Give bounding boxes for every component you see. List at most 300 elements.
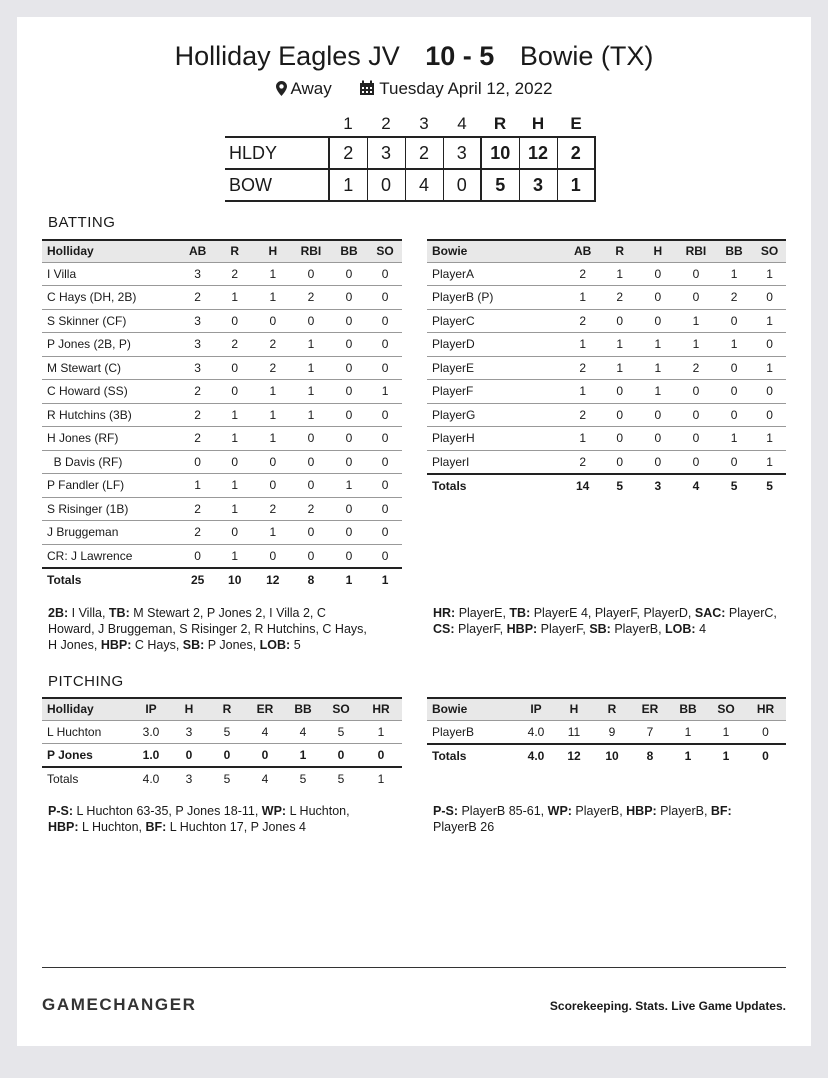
stat-cell: 0 <box>715 450 753 474</box>
stat-column-header: H <box>254 240 292 262</box>
stat-cell: 1 <box>330 474 368 498</box>
inning-header: 2 <box>381 113 391 133</box>
player-row <box>42 497 402 521</box>
stat-cell: 1 <box>677 333 715 357</box>
stat-column-header: R <box>208 698 246 720</box>
stat-cell: 0 <box>368 474 402 498</box>
player-row <box>427 427 786 451</box>
stat-cell: 3.0 <box>132 720 170 744</box>
player-name: PlayerE <box>427 356 565 380</box>
stat-cell: 2 <box>565 356 601 380</box>
note-key: LOB: <box>259 638 291 652</box>
stat-cell: 1 <box>216 286 254 310</box>
stat-cell: 0 <box>753 286 786 310</box>
total-hits: 3 <box>519 169 557 201</box>
stat-cell: 0 <box>368 544 402 568</box>
stat-column-header: ER <box>631 698 669 720</box>
total-errors: 2 <box>557 137 595 169</box>
holliday-pitching-table <box>42 697 402 791</box>
stat-cell: 0 <box>180 544 216 568</box>
stat-cell: 1 <box>601 262 639 286</box>
stat-column-header: BB <box>715 240 753 262</box>
note-key: LOB: <box>665 622 696 636</box>
stat-cell: 0 <box>745 720 786 744</box>
home-team-name: Holliday Eagles JV <box>174 41 400 71</box>
stat-cell: 0 <box>330 262 368 286</box>
player-name: PlayerB <box>427 720 517 744</box>
total-cell: 1 <box>707 744 745 768</box>
total-cell: 1 <box>669 744 707 768</box>
player-name: PlayerG <box>427 403 565 427</box>
stat-cell: 2 <box>292 286 330 310</box>
note-value: PlayerB, <box>610 622 666 636</box>
stat-cell: 0 <box>715 309 753 333</box>
stat-cell: 0 <box>330 427 368 451</box>
stat-column-header: SO <box>322 698 360 720</box>
player-row <box>427 403 786 427</box>
note-value: L Huchton 17, P Jones 4 <box>166 820 307 834</box>
stat-cell: 1 <box>753 262 786 286</box>
holliday-batting-table <box>42 239 402 591</box>
stat-cell: 0 <box>246 744 284 768</box>
stat-cell: 4.0 <box>517 720 555 744</box>
stat-cell: 0 <box>677 262 715 286</box>
player-row <box>42 450 402 474</box>
stat-cell: 2 <box>292 497 330 521</box>
player-row <box>42 403 402 427</box>
stat-cell: 0 <box>368 309 402 333</box>
inning-score: 2 <box>405 137 443 169</box>
note-value: L Huchton, <box>78 820 146 834</box>
stat-cell: 0 <box>715 403 753 427</box>
stat-cell: 1 <box>216 474 254 498</box>
stat-cell: 0 <box>368 356 402 380</box>
stat-cell: 0 <box>639 450 677 474</box>
stat-cell: 0 <box>753 403 786 427</box>
note-key: HBP: <box>100 638 132 652</box>
stat-cell: 1 <box>639 333 677 357</box>
total-errors: 1 <box>557 169 595 201</box>
stat-cell: 0 <box>601 380 639 404</box>
stat-cell: 0 <box>330 450 368 474</box>
stat-cell: 0 <box>639 262 677 286</box>
stat-column-header: ER <box>246 698 284 720</box>
stat-column-header: RBI <box>292 240 330 262</box>
stat-cell: 4 <box>246 720 284 744</box>
totals-row <box>42 767 402 791</box>
note-key: SAC: <box>694 606 726 620</box>
note-key: HBP: <box>506 622 538 636</box>
stat-cell: 0 <box>368 427 402 451</box>
totals-label: Totals <box>42 767 132 791</box>
inning-score: 0 <box>367 169 405 201</box>
stat-cell: 0 <box>330 544 368 568</box>
note-key: CS: <box>433 622 455 636</box>
inning-header: 1 <box>343 113 353 133</box>
stat-cell: 2 <box>677 356 715 380</box>
stat-cell: 0 <box>639 427 677 451</box>
stat-cell: 0 <box>292 544 330 568</box>
stat-cell: 2 <box>180 497 216 521</box>
stat-cell: 2 <box>180 521 216 545</box>
bowie-pitching-table <box>427 697 786 767</box>
stat-cell: 1 <box>707 720 745 744</box>
total-cell: 12 <box>254 568 292 592</box>
total-cell: 12 <box>555 744 593 768</box>
stat-cell: 0 <box>601 309 639 333</box>
player-name: PlayerC <box>427 309 565 333</box>
note-value: L Huchton 63-35, P Jones 18-11, <box>73 804 262 818</box>
footer-divider <box>42 967 786 968</box>
stat-cell: 1 <box>753 450 786 474</box>
stat-cell: 0 <box>368 521 402 545</box>
player-row <box>42 474 402 498</box>
stat-cell: 3 <box>170 720 208 744</box>
stat-cell: 1 <box>360 720 402 744</box>
stat-cell: 1 <box>292 333 330 357</box>
stat-cell: 0 <box>216 309 254 333</box>
stat-cell: 9 <box>593 720 631 744</box>
game-info <box>17 79 811 101</box>
stat-cell: 7 <box>631 720 669 744</box>
stat-cell: 2 <box>216 262 254 286</box>
stat-cell: 0 <box>322 744 360 768</box>
player-row <box>427 333 786 357</box>
line-score-row <box>225 169 595 201</box>
total-cell: 5 <box>753 474 786 498</box>
note-key: SB: <box>182 638 205 652</box>
inning-score: 3 <box>367 137 405 169</box>
total-cell: 1 <box>368 568 402 592</box>
stat-cell: 0 <box>368 450 402 474</box>
total-cell: 1 <box>360 767 402 791</box>
total-cell: 3 <box>170 767 208 791</box>
bowie-pitching-notes <box>433 803 773 835</box>
hits-header: H <box>531 113 545 133</box>
stat-cell: 0 <box>254 450 292 474</box>
player-row <box>427 309 786 333</box>
note-value: P Jones, <box>204 638 260 652</box>
calendar-icon <box>359 80 375 101</box>
note-value: PlayerF, <box>454 622 507 636</box>
batting-section-title: BATTING <box>48 214 116 231</box>
game-location: Away <box>290 79 332 98</box>
inning-header: 4 <box>457 113 467 133</box>
player-row <box>42 286 402 310</box>
stat-column-header: R <box>216 240 254 262</box>
stat-cell: 0 <box>330 333 368 357</box>
stat-column-header: BB <box>330 240 368 262</box>
player-row <box>42 521 402 545</box>
stat-cell: 0 <box>601 403 639 427</box>
stat-cell: 0 <box>715 380 753 404</box>
player-name: PlayerI <box>427 450 565 474</box>
team-column-header: Bowie <box>427 240 565 262</box>
stat-column-header: BB <box>669 698 707 720</box>
player-name: J Bruggeman <box>42 521 180 545</box>
player-name: R Hutchins (3B) <box>42 403 180 427</box>
stat-cell: 1 <box>254 521 292 545</box>
stat-cell: 1 <box>292 356 330 380</box>
stat-cell: 1 <box>216 403 254 427</box>
totals-label: Totals <box>42 568 180 592</box>
stat-cell: 0 <box>330 497 368 521</box>
stat-cell: 1.0 <box>132 744 170 768</box>
player-name: C Howard (SS) <box>42 380 180 404</box>
total-cell: 4 <box>677 474 715 498</box>
team-column-header: Bowie <box>427 698 517 720</box>
stat-cell: 2 <box>180 403 216 427</box>
stat-cell: 0 <box>368 262 402 286</box>
player-row <box>42 720 402 744</box>
stat-cell: 1 <box>368 380 402 404</box>
stat-cell: 0 <box>330 521 368 545</box>
stat-cell: 2 <box>601 286 639 310</box>
player-row <box>427 262 786 286</box>
stat-cell: 0 <box>368 333 402 357</box>
player-name: M Stewart (C) <box>42 356 180 380</box>
stat-cell: 0 <box>677 286 715 310</box>
stat-column-header: RBI <box>677 240 715 262</box>
stat-cell: 0 <box>216 521 254 545</box>
player-row <box>427 720 786 744</box>
away-team-name: Bowie (TX) <box>519 41 654 71</box>
total-cell: 5 <box>715 474 753 498</box>
note-key: HBP: <box>626 804 657 818</box>
stat-cell: 0 <box>330 403 368 427</box>
stat-cell: 5 <box>208 720 246 744</box>
pitching-section-title: PITCHING <box>48 673 124 690</box>
stat-cell: 0 <box>639 309 677 333</box>
stat-cell: 0 <box>677 380 715 404</box>
totals-row <box>427 474 786 498</box>
note-value: 5 <box>290 638 301 652</box>
player-name: PlayerB (P) <box>427 286 565 310</box>
player-name: P Jones <box>42 744 132 768</box>
note-key: HR: <box>433 606 456 620</box>
player-name: H Jones (RF) <box>42 427 180 451</box>
note-key: TB: <box>108 606 130 620</box>
total-cell: 4.0 <box>132 767 170 791</box>
note-value: PlayerB 85-61, <box>458 804 548 818</box>
stat-cell: 2 <box>565 309 601 333</box>
stat-cell: 0 <box>639 286 677 310</box>
note-value: 4 <box>695 622 707 636</box>
total-cell: 14 <box>565 474 601 498</box>
note-value: PlayerE 4, PlayerF, PlayerD, <box>530 606 695 620</box>
stat-column-header: H <box>555 698 593 720</box>
stat-cell: 1 <box>216 427 254 451</box>
stat-cell: 0 <box>330 356 368 380</box>
gamechanger-logo: GAMECHANGER <box>42 995 197 1014</box>
stat-column-header: H <box>170 698 208 720</box>
stat-cell: 1 <box>284 744 322 768</box>
team-abbrev: BOW <box>229 174 272 195</box>
note-key: SB: <box>589 622 611 636</box>
team-column-header: Holliday <box>42 240 180 262</box>
stat-cell: 2 <box>254 356 292 380</box>
stat-cell: 1 <box>254 262 292 286</box>
player-name: L Huchton <box>42 720 132 744</box>
stat-cell: 0 <box>330 309 368 333</box>
note-value: C Hays, <box>131 638 183 652</box>
stat-cell: 0 <box>216 450 254 474</box>
note-key: BF: <box>145 820 167 834</box>
stat-cell: 1 <box>669 720 707 744</box>
player-row <box>427 356 786 380</box>
stat-cell: 0 <box>292 450 330 474</box>
note-value: PlayerB, <box>571 804 627 818</box>
stat-cell: 3 <box>180 356 216 380</box>
stat-cell: 0 <box>330 286 368 310</box>
stat-cell: 0 <box>292 521 330 545</box>
stat-cell: 0 <box>368 286 402 310</box>
total-runs: 10 <box>481 137 519 169</box>
final-score: 10 - 5 <box>425 41 495 71</box>
total-cell: 1 <box>330 568 368 592</box>
runs-header: R <box>493 113 507 133</box>
errors-header: E <box>570 113 582 133</box>
stat-column-header: HR <box>745 698 786 720</box>
total-cell: 4 <box>246 767 284 791</box>
stat-cell: 1 <box>715 427 753 451</box>
totals-label: Totals <box>427 474 565 498</box>
total-cell: 5 <box>322 767 360 791</box>
stat-cell: 2 <box>715 286 753 310</box>
holliday-batting-notes <box>48 605 368 653</box>
box-score-sheet <box>17 17 811 1046</box>
note-key: P-S: <box>433 804 458 818</box>
footer-tagline: Scorekeeping. Stats. Live Game Updates. <box>549 999 786 1013</box>
inning-header: 3 <box>419 113 429 133</box>
note-value: PlayerB 26 <box>433 820 495 834</box>
stat-cell: 1 <box>753 427 786 451</box>
totals-row <box>42 568 402 592</box>
total-cell: 8 <box>292 568 330 592</box>
stat-column-header: IP <box>132 698 170 720</box>
note-value: M Stewart 2, P Jones 2, I Villa 2, C Howard, J Bruggeman, S Risinger 2, R Hutchins, C Hays, H Jones, <box>48 606 367 652</box>
player-name: PlayerH <box>427 427 565 451</box>
stat-cell: 2 <box>565 262 601 286</box>
total-cell: 25 <box>180 568 216 592</box>
player-row <box>42 744 402 768</box>
bowie-batting-table <box>427 239 786 497</box>
stat-cell: 1 <box>292 403 330 427</box>
stat-column-header: IP <box>517 698 555 720</box>
player-name: P Jones (2B, P) <box>42 333 180 357</box>
stat-column-header: R <box>601 240 639 262</box>
stat-cell: 11 <box>555 720 593 744</box>
stat-cell: 1 <box>254 286 292 310</box>
stat-cell: 5 <box>322 720 360 744</box>
holliday-pitching-notes <box>48 803 383 835</box>
note-key: WP: <box>261 804 287 818</box>
stat-cell: 1 <box>254 403 292 427</box>
stat-cell: 0 <box>292 474 330 498</box>
stat-column-header: AB <box>180 240 216 262</box>
player-row <box>427 286 786 310</box>
stat-cell: 0 <box>368 403 402 427</box>
stat-cell: 1 <box>753 356 786 380</box>
stat-cell: 1 <box>565 286 601 310</box>
note-key: 2B: <box>48 606 69 620</box>
stat-cell: 0 <box>715 356 753 380</box>
stat-cell: 0 <box>601 427 639 451</box>
note-key: HBP: <box>48 820 79 834</box>
stat-column-header: SO <box>753 240 786 262</box>
player-name: PlayerA <box>427 262 565 286</box>
stat-cell: 1 <box>565 427 601 451</box>
note-value: PlayerE, <box>455 606 510 620</box>
inning-score: 3 <box>443 137 481 169</box>
stat-cell: 1 <box>601 333 639 357</box>
inning-score: 0 <box>443 169 481 201</box>
total-cell: 5 <box>601 474 639 498</box>
stat-cell: 1 <box>292 380 330 404</box>
stat-cell: 0 <box>753 333 786 357</box>
map-pin-icon <box>276 81 287 101</box>
total-cell: 5 <box>208 767 246 791</box>
stat-cell: 3 <box>180 262 216 286</box>
stat-cell: 0 <box>254 309 292 333</box>
stat-cell: 1 <box>254 380 292 404</box>
stat-column-header: SO <box>707 698 745 720</box>
stat-cell: 3 <box>180 309 216 333</box>
stat-cell: 0 <box>601 450 639 474</box>
stat-cell: 0 <box>330 380 368 404</box>
stat-cell: 0 <box>677 403 715 427</box>
note-value: PlayerF, <box>537 622 590 636</box>
stat-cell: 1 <box>254 427 292 451</box>
player-row <box>42 333 402 357</box>
note-key: BF: <box>710 804 732 818</box>
stat-cell: 0 <box>360 744 402 768</box>
line-score-row <box>225 137 595 169</box>
player-name: B Davis (RF) <box>42 450 180 474</box>
note-value: PlayerC, <box>725 606 777 620</box>
stat-cell: 1 <box>677 309 715 333</box>
line-score <box>225 111 596 202</box>
stat-cell: 0 <box>254 474 292 498</box>
stat-column-header: AB <box>565 240 601 262</box>
player-row <box>42 262 402 286</box>
stat-cell: 0 <box>216 356 254 380</box>
note-key: TB: <box>509 606 531 620</box>
stat-cell: 1 <box>216 544 254 568</box>
stat-cell: 2 <box>565 450 601 474</box>
stat-cell: 0 <box>180 450 216 474</box>
player-row <box>42 380 402 404</box>
totals-row <box>427 744 786 768</box>
stat-cell: 0 <box>292 309 330 333</box>
player-row <box>427 380 786 404</box>
bowie-batting-notes <box>433 605 785 637</box>
stat-column-header: BB <box>284 698 322 720</box>
stat-cell: 0 <box>208 744 246 768</box>
stat-column-header: H <box>639 240 677 262</box>
player-name: P Fandler (LF) <box>42 474 180 498</box>
note-value: I Villa, <box>68 606 109 620</box>
stat-cell: 2 <box>216 333 254 357</box>
stat-cell: 3 <box>180 333 216 357</box>
stat-cell: 1 <box>639 356 677 380</box>
total-cell: 10 <box>593 744 631 768</box>
player-name: PlayerF <box>427 380 565 404</box>
stat-cell: 1 <box>565 333 601 357</box>
stat-cell: 0 <box>639 403 677 427</box>
note-value: PlayerB, <box>656 804 711 818</box>
stat-cell: 1 <box>216 497 254 521</box>
